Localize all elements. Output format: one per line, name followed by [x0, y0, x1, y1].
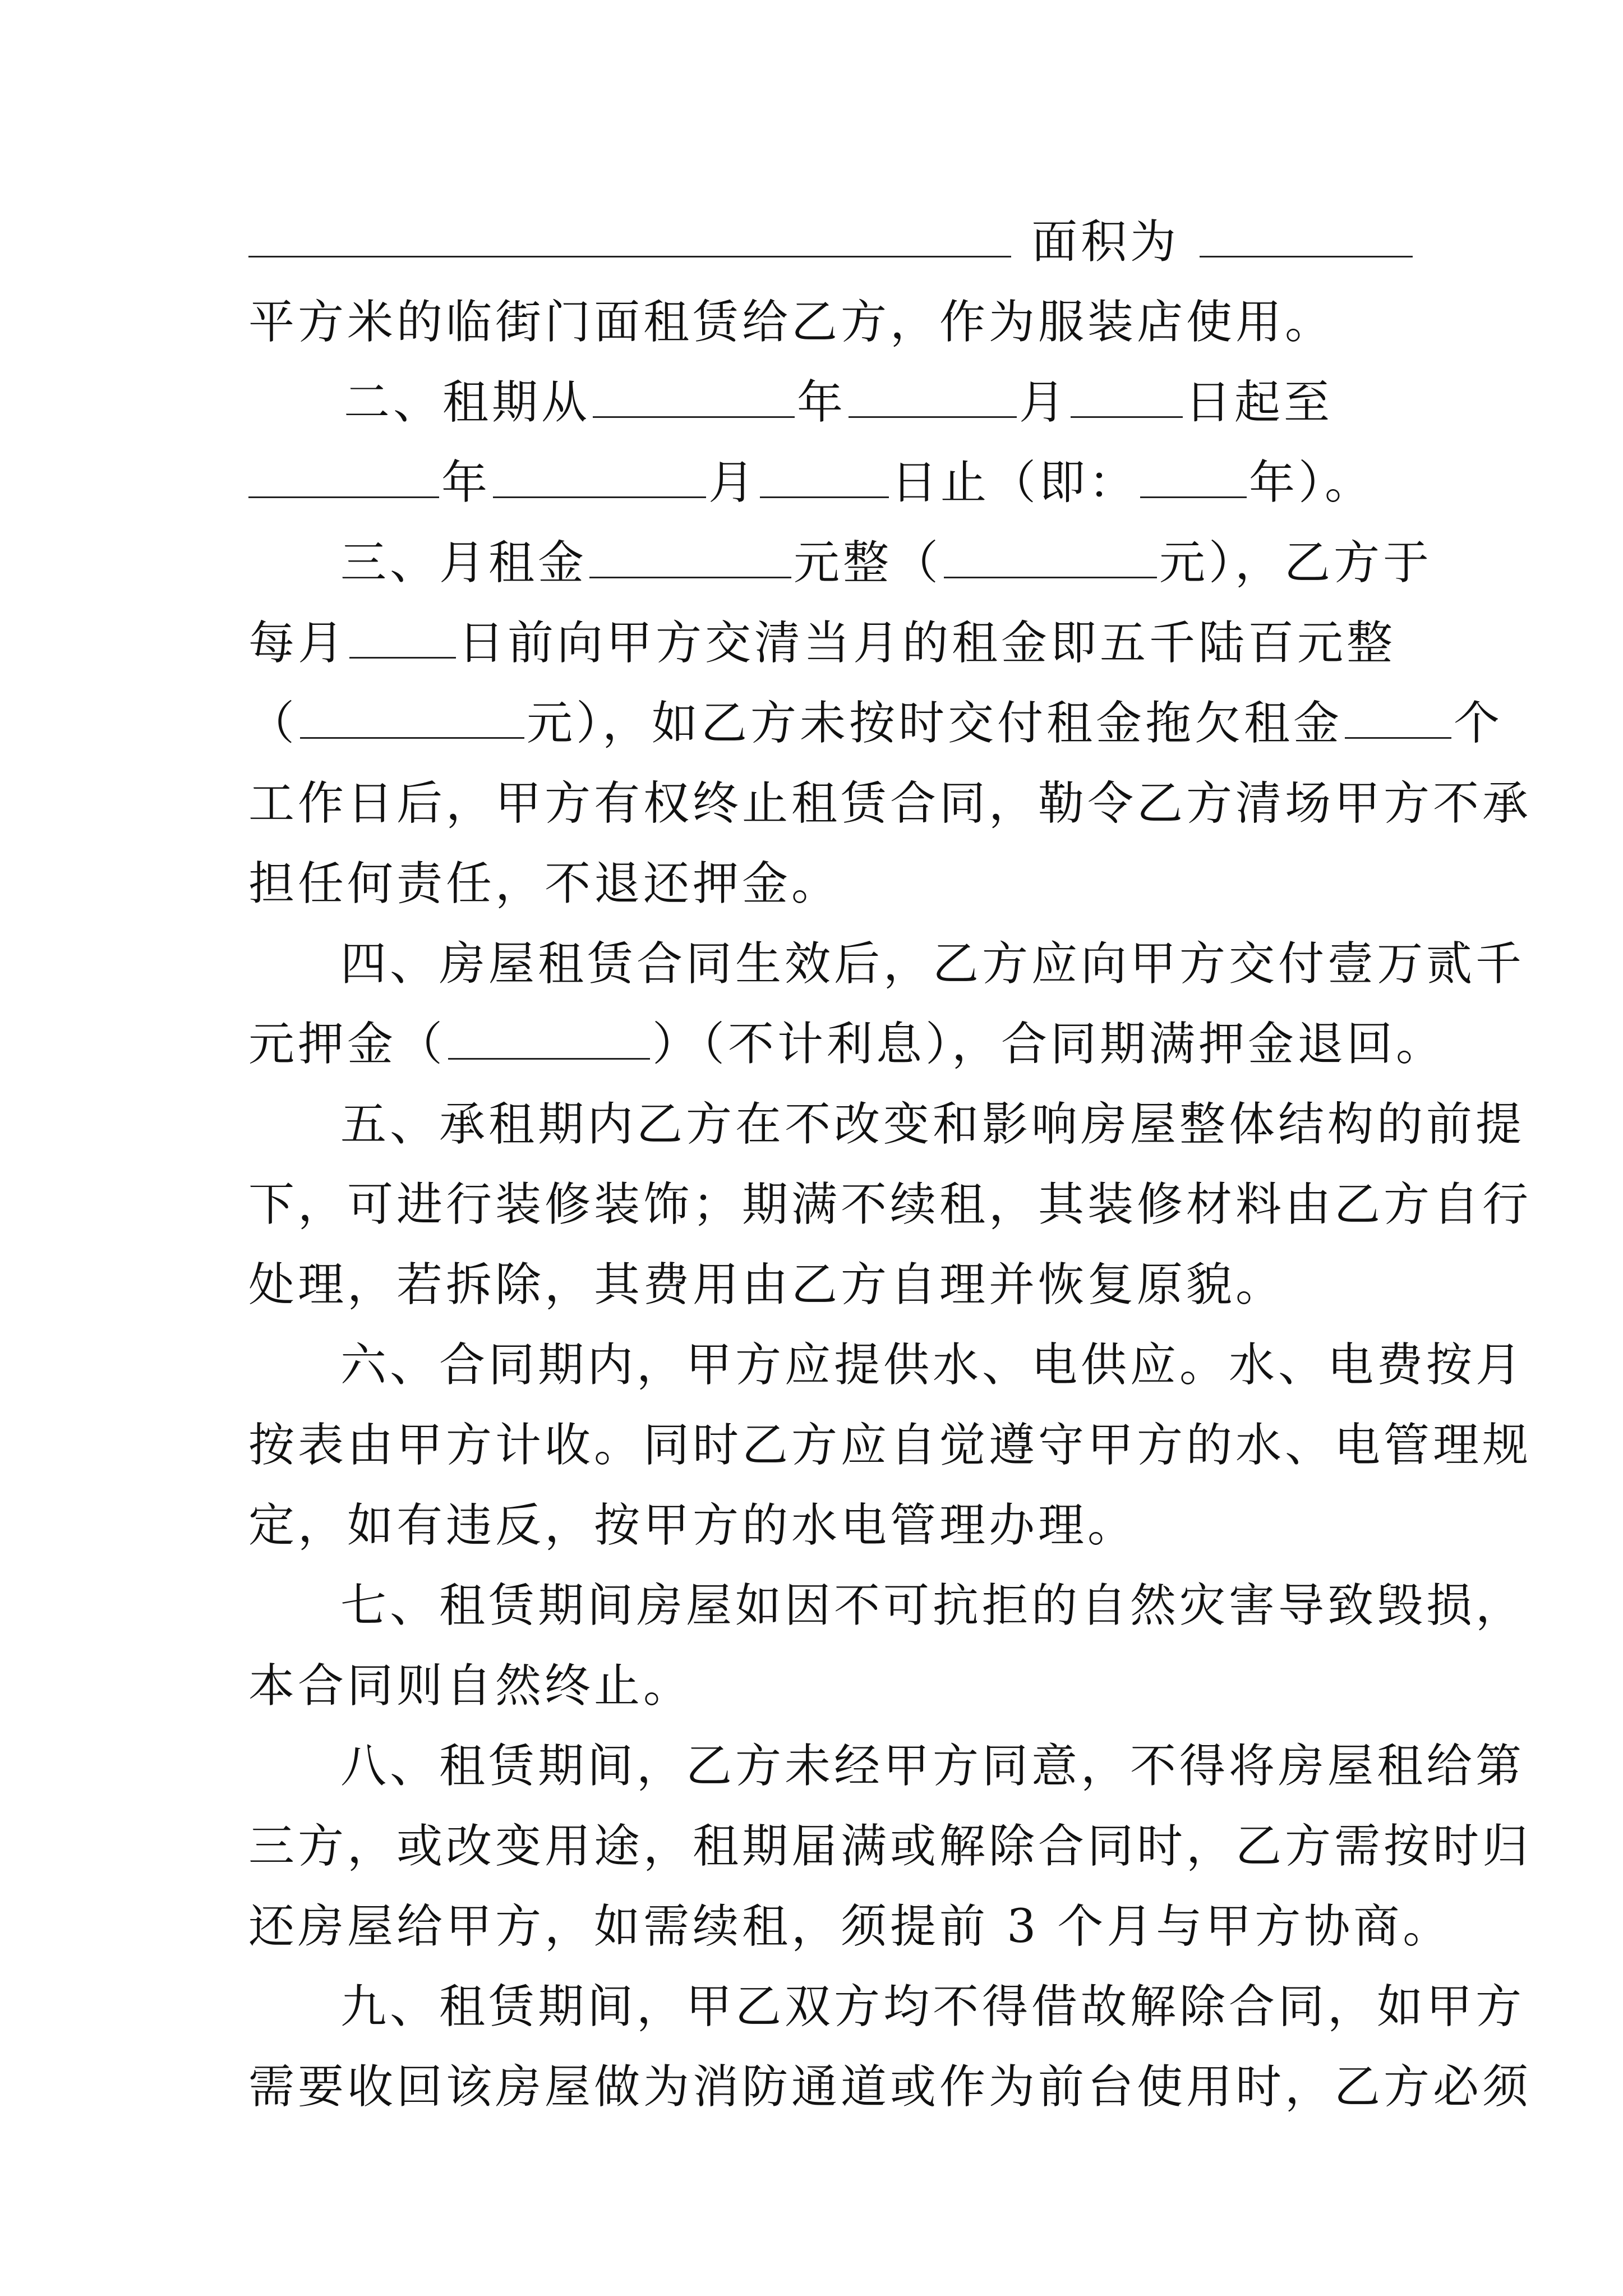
start-month-blank[interactable] — [849, 370, 1017, 418]
clause-2-line-2 — [248, 443, 1387, 523]
clause-4-line-1 — [248, 924, 1525, 1004]
clause-3-text: 元），乙方于 — [1159, 536, 1433, 590]
monthly-rent-figure-blank[interactable] — [944, 531, 1157, 578]
clause-3-text: 工作日后，甲方有权终止租赁合同，勒令乙方清场甲方不承 — [248, 777, 1532, 830]
contract-body — [248, 202, 1532, 2127]
clause-3-text: 担任何责任，不退还押金。 — [248, 857, 841, 910]
end-year-blank[interactable] — [248, 450, 439, 498]
rent-amount-blank[interactable] — [300, 691, 524, 739]
day-label: 日止（即： — [891, 456, 1138, 509]
year-label: 年 — [441, 456, 491, 509]
clause-9-text: 需要收回该房屋做为消防通道或作为前台使用时，乙方必须 — [248, 2060, 1532, 2114]
clause-8-line-1 — [248, 1726, 1525, 1806]
area-label: 面积为 — [1031, 215, 1180, 269]
clause-6-text: 六、合同期内，甲方应提供水、电供应。水、电费按月 — [340, 1338, 1525, 1392]
clause-4-line-2 — [248, 1004, 1446, 1084]
overdue-days-blank[interactable] — [1345, 691, 1451, 739]
clause-4-text: ）（不计利息），合同期满押金退回。 — [652, 1018, 1446, 1071]
clause-6-text: 定，如有违反，按甲方的水电管理办理。 — [248, 1499, 1137, 1552]
clause-5-line-2 — [248, 1165, 1532, 1245]
deposit-blank[interactable] — [448, 1012, 650, 1060]
clause-2-text: 二、租期从 — [344, 376, 591, 429]
clause-5-text: 处理，若拆除，其费用由乙方自理并恢复原貌。 — [248, 1258, 1285, 1312]
clause-3-text: 元），如乙方未按时交付租金拖欠租金 — [527, 697, 1343, 750]
clause-3-line-1 — [248, 523, 1433, 603]
clause-9-text: 九、租赁期间，甲乙双方均不得借故解除合同，如甲方 — [340, 1980, 1525, 2033]
clause-3-text: 个 — [1454, 697, 1504, 750]
day-label: 日起至 — [1185, 376, 1334, 429]
clause-3-line-2 — [248, 603, 1396, 683]
clause-6-line-1 — [248, 1325, 1525, 1405]
clause-4-text: 四、房屋租赁合同生效后，乙方应向甲方交付壹万贰千 — [340, 937, 1525, 991]
year-label: 年）。 — [1249, 456, 1375, 509]
line-area — [248, 202, 1387, 282]
clause-3-text: 元整（ — [794, 536, 942, 590]
clause-8-text: 三方，或改变用途，租期届满或解除合同时，乙方需按时归 — [248, 1820, 1532, 1873]
clause-3-line-4 — [248, 763, 1532, 844]
clause-6-line-2 — [248, 1405, 1532, 1485]
clause-6-text: 按表由甲方计收。同时乙方应自觉遵守甲方的水、电管理规 — [248, 1419, 1532, 1472]
clause-3-line-5 — [248, 844, 1387, 924]
usage-text: 平方米的临街门面租赁给乙方，作为服装店使用。 — [248, 296, 1335, 349]
clause-7-line-2 — [248, 1646, 1387, 1726]
address-blank[interactable] — [248, 210, 1011, 257]
clause-3-text: 日前向甲方交清当月的租金即五千陆百元整 — [458, 616, 1396, 670]
clause-9-line-2 — [248, 2047, 1532, 2127]
start-year-blank[interactable] — [593, 370, 795, 418]
term-years-blank[interactable] — [1140, 450, 1247, 498]
clause-8-text: 八、租赁期间，乙方未经甲方同意，不得将房屋租给第 — [340, 1740, 1525, 1793]
monthly-rent-blank[interactable] — [589, 531, 791, 578]
clause-8-line-3 — [248, 1887, 1453, 1967]
clause-4-text: 元押金（ — [248, 1018, 446, 1071]
month-label: 月 — [708, 456, 758, 509]
clause-5-text: 五、承租期内乙方在不改变和影响房屋整体结构的前提 — [340, 1098, 1525, 1151]
clause-7-text: 七、租赁期间房屋如因不可抗拒的自然灾害导致毁损， — [340, 1579, 1525, 1632]
clause-3-text: （ — [248, 697, 298, 750]
clause-3-line-3 — [248, 683, 1504, 763]
end-month-blank[interactable] — [493, 450, 706, 498]
payment-day-blank[interactable] — [349, 611, 456, 659]
clause-9-line-1 — [248, 1967, 1525, 2047]
clause-7-text: 本合同则自然终止。 — [248, 1659, 693, 1713]
clause-5-text: 下，可进行装修装饰；期满不续租，其装修材料由乙方自行 — [248, 1178, 1532, 1231]
clause-2-line-1 — [248, 362, 1387, 443]
end-day-blank[interactable] — [760, 450, 889, 498]
clause-6-line-3 — [248, 1485, 1387, 1566]
year-label: 年 — [797, 376, 847, 429]
month-label: 月 — [1019, 376, 1069, 429]
clause-7-line-1 — [248, 1566, 1525, 1646]
clause-5-line-3 — [248, 1245, 1387, 1325]
clause-5-line-1 — [248, 1084, 1525, 1165]
clause-8-line-2 — [248, 1806, 1532, 1887]
line-usage — [248, 282, 1387, 362]
start-day-blank[interactable] — [1071, 370, 1183, 418]
clause-3-text: 每月 — [248, 616, 348, 670]
clause-8-text: 还房屋给甲方，如需续租，须提前 3 个月与甲方协商。 — [248, 1900, 1453, 1953]
clause-3-text: 三、月租金 — [340, 536, 588, 590]
area-blank[interactable] — [1200, 210, 1413, 257]
